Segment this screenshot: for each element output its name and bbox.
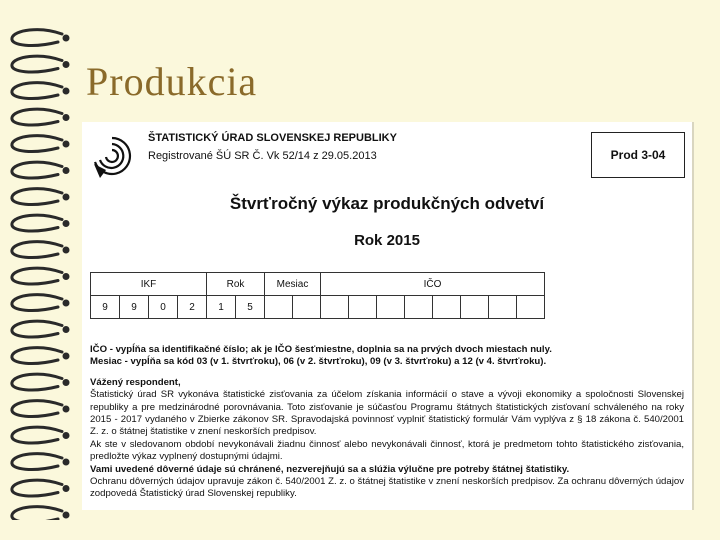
paragraph-no-activity: Ak ste v sledovanom období nevykonávali žiadnu činnosť alebo nevykonávali činnosť, ktorá je predmetom tohto štatistického zisťovania, predložte výkaz vyplnený dostupnými údajmi.: [90, 438, 684, 463]
id-table-value-row: [91, 296, 545, 319]
program-code-box: [591, 132, 685, 178]
paragraph-legal: Štatistický úrad SR vykonáva štatistické zisťovania za účelom získania informácií o stave a vývoji ekonomiky a spoločnosti Slovenskej republiky a pre medzinárodné porovnávania. Toto zisťovanie je súčasťou Programu štátnych štatistických zisťovaní schváleného na roky 2015 - 2017 vydaného v Zbierke zákonov SR. Spravodajská povinnosť vyplniť štatistický formulár Vám vyplýva z § 18 zákona č. 540/2001 Z. z. o štátnej štatistike v znení neskorších predpisov.: [90, 389, 684, 438]
binding-ring: [12, 295, 62, 311]
binding-ring: [12, 480, 62, 496]
mesiac-digit-2[interactable]: [293, 296, 321, 319]
binding-ring: [12, 30, 62, 46]
binding-hole: [63, 88, 70, 95]
spiral-binding: [0, 20, 80, 520]
binding-ring: [12, 242, 62, 258]
binding-ring: [12, 374, 62, 390]
form-year: Rok 2015: [354, 232, 420, 249]
binding-hole: [63, 141, 70, 148]
note-ico: IČO - vypĺňa sa identifikačné číslo; ak je IČO šesťmiestne, doplnia sa na prvých dvoch miestach nuly.: [90, 344, 552, 355]
ikf-digit-3[interactable]: 0: [149, 296, 178, 319]
rok-digit-2[interactable]: 5: [236, 296, 265, 319]
statistical-office-logo-icon: [90, 132, 134, 182]
binding-hole: [63, 432, 70, 439]
binding-hole: [63, 35, 70, 42]
ico-digit-7[interactable]: [489, 296, 517, 319]
binding-ring: [12, 507, 62, 520]
mesiac-digit-1[interactable]: [265, 296, 293, 319]
program-code: Prod 3-04: [610, 148, 666, 162]
ikf-digit-4[interactable]: 2: [178, 296, 207, 319]
binding-hole: [63, 406, 70, 413]
ikf-digit-1[interactable]: 9: [91, 296, 120, 319]
binding-hole: [63, 379, 70, 386]
binding-hole: [63, 459, 70, 466]
binding-hole: [63, 194, 70, 201]
binding-hole: [63, 512, 70, 519]
greeting: Vážený respondent,: [90, 376, 181, 388]
ico-digit-2[interactable]: [349, 296, 377, 319]
binding-hole: [63, 273, 70, 280]
binding-hole: [63, 114, 70, 121]
ikf-header: IKF: [91, 273, 207, 296]
binding-hole: [63, 61, 70, 68]
ico-digit-4[interactable]: [405, 296, 433, 319]
registration-number: Registrované ŠÚ SR Č. Vk 52/14 z 29.05.2013: [148, 150, 377, 162]
binding-ring: [12, 109, 62, 125]
paragraph-confidential: Ochranu dôverných údajov upravuje zákon č. 540/2001 Z. z. o štátnej štatistike v znení neskorších predpisov. Za ochranu dôverných údajov zodpovedá Štatistický úrad Slovenskej republiky.: [90, 476, 684, 500]
binding-ring: [12, 189, 62, 205]
binding-ring: [12, 454, 62, 470]
binding-hole: [63, 247, 70, 254]
binding-hole: [63, 220, 70, 227]
binding-ring: [12, 136, 62, 152]
binding-ring: [12, 268, 62, 284]
ico-header: IČO: [321, 273, 545, 296]
binding-ring: [12, 162, 62, 178]
paragraph-confidential-bold: Vami uvedené dôverné údaje sú chránené, nezverejňujú sa a slúžia výlučne pre potreby štátnej štatistiky.: [90, 463, 570, 475]
note-mesiac: Mesiac - vypĺňa sa kód 03 (v 1. štvrťroku), 06 (v 2. štvrťroku), 09 (v 3. štvrťroku) a 12 (v 4. štvrťroku).: [90, 356, 547, 368]
binding-hole: [63, 167, 70, 174]
rok-digit-1[interactable]: 1: [207, 296, 236, 319]
slide-title: Produkcia: [86, 59, 258, 104]
ico-digit-1[interactable]: [321, 296, 349, 319]
binding-ring: [12, 401, 62, 417]
binding-hole: [63, 326, 70, 333]
ico-digit-5[interactable]: [433, 296, 461, 319]
identification-table: [90, 272, 545, 319]
ico-digit-8[interactable]: [517, 296, 545, 319]
binding-ring: [12, 427, 62, 443]
binding-ring: [12, 83, 62, 99]
binding-ring: [12, 215, 62, 231]
form-document: [82, 122, 694, 510]
organization-name: ŠTATISTICKÝ ÚRAD SLOVENSKEJ REPUBLIKY: [148, 132, 397, 144]
ico-digit-3[interactable]: [377, 296, 405, 319]
id-table-header-row: [91, 273, 545, 296]
ikf-digit-2[interactable]: 9: [120, 296, 149, 319]
mesiac-header: Mesiac: [265, 273, 321, 296]
binding-ring: [12, 321, 62, 337]
binding-hole: [63, 300, 70, 307]
ico-digit-6[interactable]: [461, 296, 489, 319]
binding-hole: [63, 485, 70, 492]
form-title: Štvrťročný výkaz produkčných odvetví: [229, 194, 545, 213]
binding-hole: [63, 353, 70, 360]
rok-header: Rok: [207, 273, 265, 296]
binding-ring: [12, 348, 62, 364]
form-instructions: [90, 344, 684, 501]
binding-ring: [12, 56, 62, 72]
